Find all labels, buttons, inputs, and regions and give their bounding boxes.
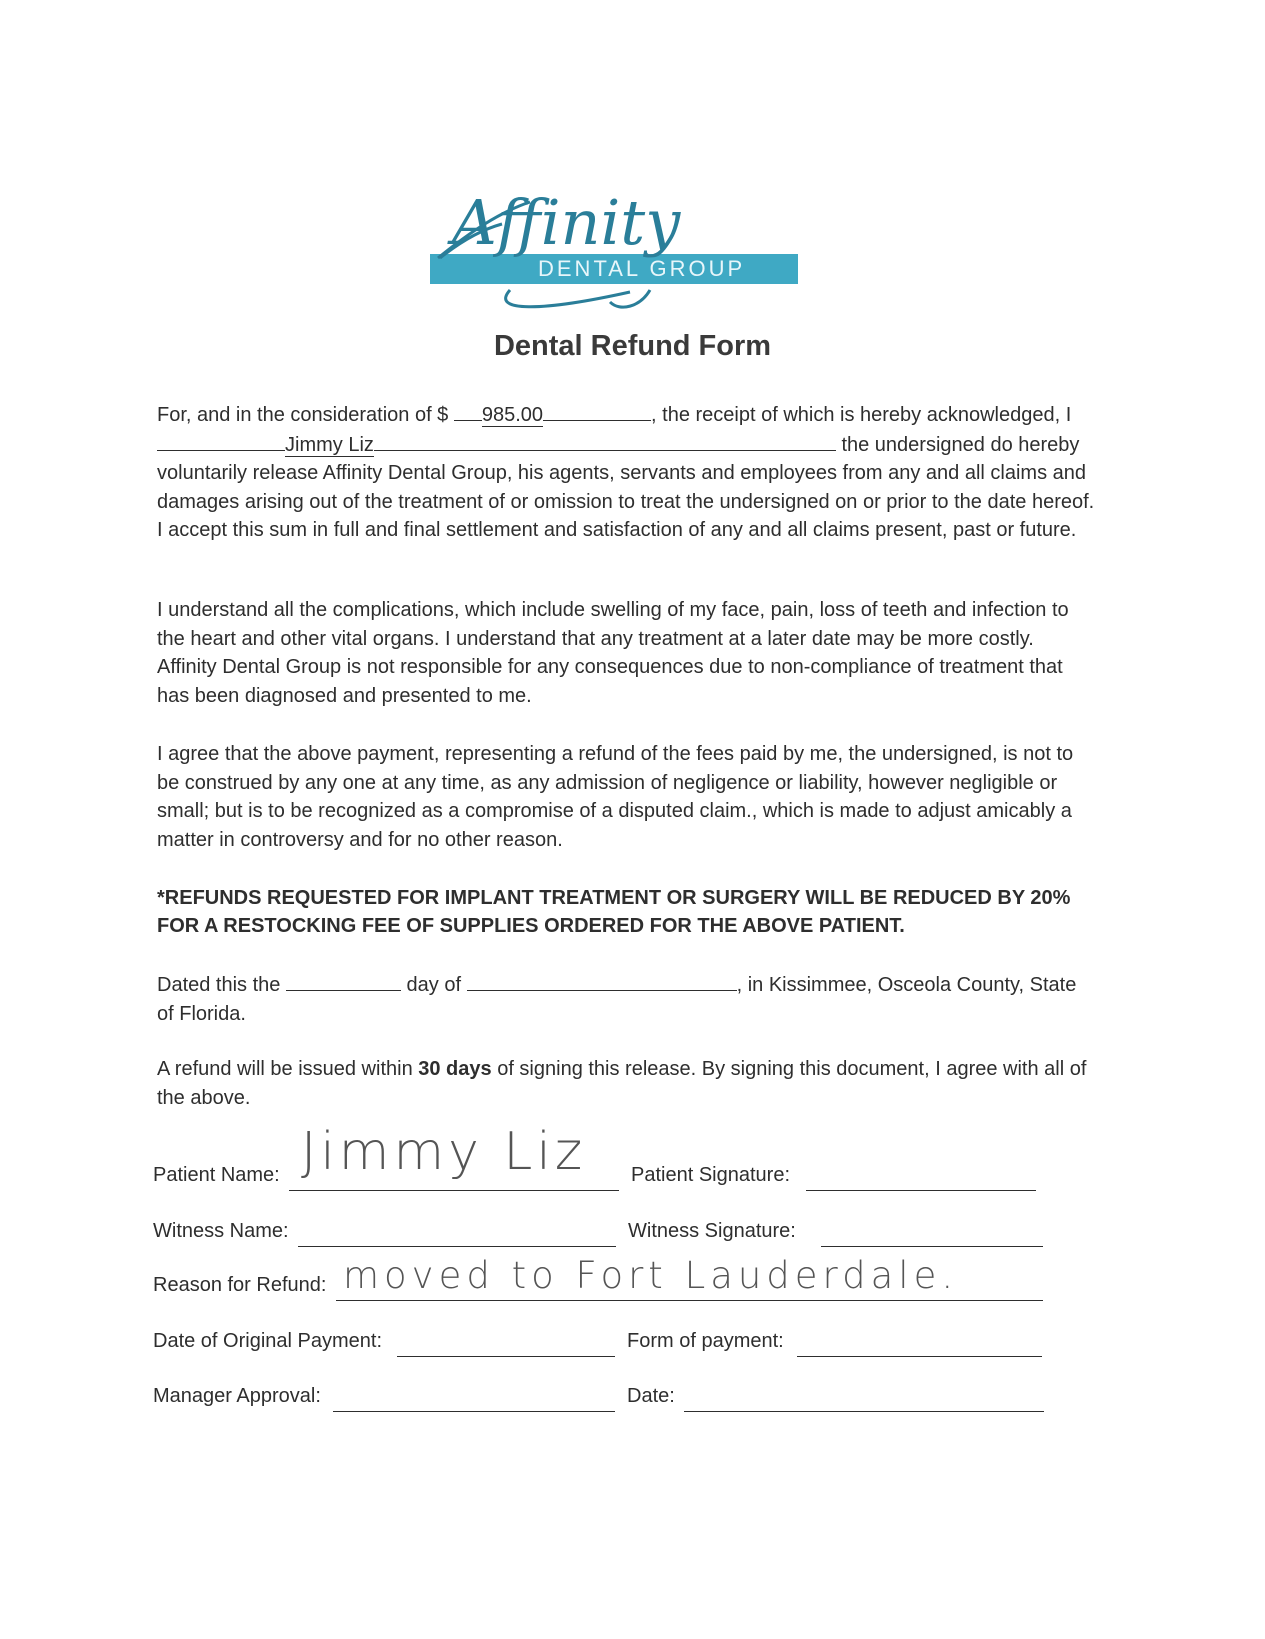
patient-name-label: Patient Name: (153, 1164, 280, 1186)
dated-text-1: Dated this the (157, 974, 286, 996)
dated-paragraph (157, 970, 1097, 1028)
witness-signature-label: Witness Signature: (628, 1220, 796, 1242)
month-field[interactable] (467, 970, 737, 991)
restocking-fee-notice: *REFUNDS REQUESTED FOR IMPLANT TREATMENT OR SURGERY WILL BE REDUCED BY 20% FOR A RESTOCKING FEE OF SUPPLIES ORDERED FOR THE ABOVE PATIENT. (157, 887, 1071, 937)
patient-name-inline-field (157, 434, 836, 456)
witness-row (153, 1220, 1093, 1250)
manager-approval-label: Manager Approval: (153, 1385, 321, 1407)
amount-line-left (454, 400, 482, 421)
patient-signature-field[interactable] (806, 1190, 1036, 1191)
dated-text-2: day of (400, 974, 467, 996)
refund-timing-paragraph (157, 1055, 1097, 1112)
refund-timing-text-1: A refund will be issued within (157, 1058, 419, 1080)
dated-text-3: , in Kissimmee, Osceola County, State of Florida. (157, 974, 1077, 1025)
original-payment-date-label: Date of Original Payment: (153, 1330, 382, 1352)
reason-row (153, 1254, 1093, 1304)
form-title: Dental Refund Form (493, 330, 772, 362)
approval-row (153, 1385, 1093, 1415)
day-field[interactable] (286, 970, 401, 991)
consideration-text-1: For, and in the consideration of $ (157, 404, 454, 426)
reason-label: Reason for Refund: (153, 1274, 327, 1296)
refund-timing-text-2: of signing this release. By signing this document, I agree with all of the above. (157, 1058, 1087, 1109)
patient-name-inline-value: Jimmy Liz (285, 433, 374, 456)
witness-name-label: Witness Name: (153, 1220, 289, 1242)
name-line-left (157, 430, 285, 451)
affinity-logo-graphic (430, 172, 830, 322)
date-label: Date: (627, 1385, 675, 1407)
form-of-payment-label: Form of payment: (627, 1330, 784, 1352)
consideration-text-3: the undersigned do hereby voluntarily release Affinity Dental Group, his agents, servants and employees from any and all claims and damages arising out of the treatment of or omission to treat the undersigned on or prior to the date hereof. I accept this sum in full and final settlement and satisfaction of any and all claims present, past or future. (157, 433, 1095, 541)
patient-name-handwritten: Jimmy Liz (301, 1122, 587, 1182)
name-line-right (374, 430, 836, 451)
affinity-dental-logo (430, 172, 830, 322)
approval-date-field[interactable] (684, 1411, 1044, 1412)
patient-signature-label: Patient Signature: (631, 1164, 790, 1186)
patient-name-field[interactable] (289, 1190, 619, 1191)
logo-script-text: Affinity (452, 186, 681, 259)
payment-row (153, 1330, 1093, 1360)
complications-paragraph: I understand all the complications, which include swelling of my face, pain, loss of teeth and infection to the heart and other vital organs. I understand that any treatment at a later date may be more costly. Affinity Dental Group is not responsible for any consequences due to non-compliance of treatment that has been diagnosed and presented to me. (157, 599, 1069, 707)
consideration-text-2: , the receipt of which is hereby acknowledged, I (651, 404, 1072, 426)
reason-field[interactable] (336, 1300, 1043, 1301)
amount-line-right (543, 400, 651, 421)
refund-amount-field (454, 404, 651, 426)
consideration-paragraph (157, 400, 1097, 545)
agreement-paragraph: I agree that the above payment, representing a refund of the fees paid by me, the undersigned, is not to be construed by any one at any time, as any admission of negligence or liability, however negligible or small; but is to be recognized as a compromise of a disputed claim., which is made to adjust amicably a matter in controversy and for no other reason. (157, 743, 1074, 851)
refund-days: 30 days (418, 1058, 492, 1080)
refund-amount-value: 985.00 (481, 404, 544, 426)
patient-row (153, 1122, 1093, 1194)
form-of-payment-field[interactable] (797, 1356, 1042, 1357)
logo-band-text: DENTAL GROUP (538, 256, 746, 281)
witness-name-field[interactable] (298, 1246, 616, 1247)
original-payment-date-field[interactable] (397, 1356, 615, 1357)
reason-handwritten: moved to Fort Lauderdale. (343, 1254, 959, 1297)
witness-signature-field[interactable] (821, 1246, 1043, 1247)
manager-approval-field[interactable] (333, 1411, 615, 1412)
